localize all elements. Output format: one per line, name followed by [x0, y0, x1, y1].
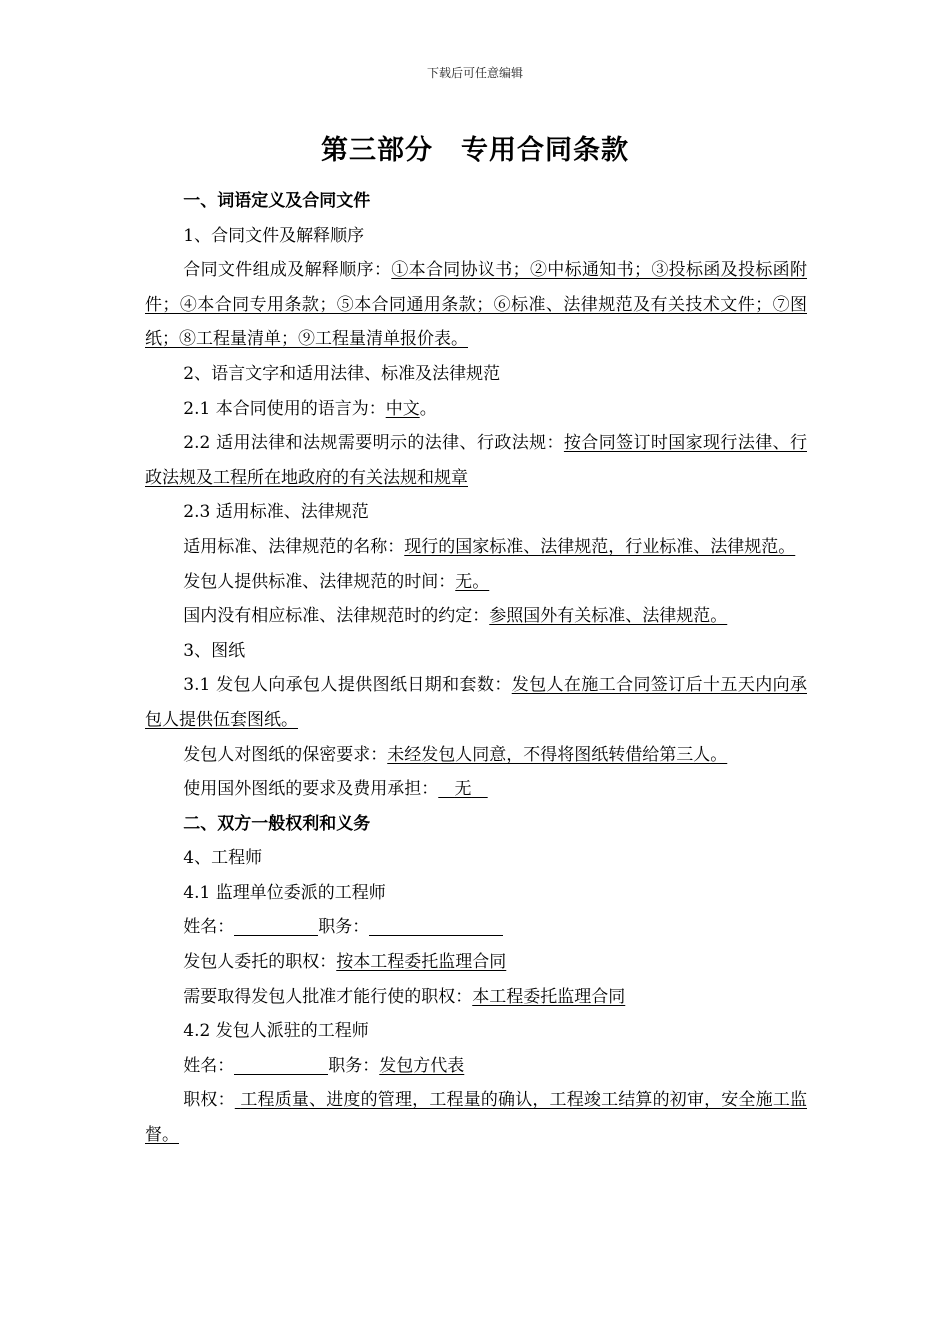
post2-value: 发包方代表: [379, 1055, 465, 1076]
document-body: [145, 184, 807, 1153]
std-value: 现行的国家标准、法律规范，行业标准、法律规范。: [404, 536, 796, 557]
clause-std-time: 发包人提供标准、法律规范的时间：无。: [183, 571, 490, 592]
clause-secret: 发包人对图纸的保密要求：未经发包人同意，不得将图纸转借给第三人。: [183, 744, 728, 765]
name-blank: [234, 918, 318, 936]
clause-foreign: 使用国外图纸的要求及费用承担： 无: [145, 772, 807, 807]
post-blank: [369, 918, 503, 936]
clause-std-name: 适用标准、法律规范的名称：现行的国家标准、法律规范，行业标准、法律规范。: [183, 536, 796, 557]
foreign-value: 无: [454, 779, 472, 800]
clause-4: 4、工程师: [183, 848, 263, 869]
clause-power: 职权： 工程质量、进度的管理，工程量的确认，工程竣工结算的初审，安全施工监督。: [145, 1090, 808, 1146]
clause-4-2: 4.2 发包人派驻的工程师: [183, 1021, 369, 1042]
clause-2-3: 2.3 适用标准、法律规范: [183, 502, 369, 523]
clause-auth: 发包人委托的职权：按本工程委托监理合同: [183, 952, 507, 973]
clause-order: 合同文件组成及解释顺序：①本合同协议书；②中标通知书；③投标函及投标函附件；④本合同专用条款；⑤本合同通用条款；⑥标准、法律规范及有关技术文件；⑦图纸；⑧工程量清单；⑨工程量清单报价表。: [145, 260, 808, 350]
auth-value: 按本工程委托监理合同: [336, 952, 507, 973]
order-value: ①本合同协议书；②中标通知书；③投标函及投标函附件；④本合同专用条款；⑤本合同通用条款；⑥标准、法律规范及有关技术文件；⑦图纸；⑧工程量清单；⑨工程量清单报价表。: [145, 260, 808, 350]
clause-2-1: 2.1 本合同使用的语言为：中文。: [183, 398, 437, 419]
clause-4-1: 4.1 监理单位委派的工程师: [183, 882, 386, 903]
name2-blank: [234, 1057, 328, 1075]
clause-2-2: 2.2 适用法律和法规需要明示的法律、行政法规：按合同签订时国家现行法律、行政法规及工程所在地政府的有关法规和规章: [145, 433, 807, 488]
time-value: 无。: [455, 571, 490, 592]
none-value: 参照国外有关标准、法律规范。: [489, 606, 728, 627]
language-value: 中文: [385, 398, 420, 419]
power-value: 工程质量、进度的管理，工程量的确认，工程竣工结算的初审，安全施工监督。: [145, 1090, 808, 1146]
page-header: 下载后可任意编辑: [426, 66, 523, 80]
drawings-value: 发包人在施工合同签订后十五天内向承包人提供伍套图纸。: [145, 675, 807, 730]
clause-name-post-2: 姓名： 职务：发包方代表: [183, 1055, 465, 1076]
clause-3-1: 3.1 发包人向承包人提供图纸日期和套数：发包人在施工合同签订后十五天内向承包人提供伍套图纸。: [145, 675, 807, 730]
title-part: 第三部分: [321, 135, 433, 166]
section-heading-1: 一、词语定义及合同文件: [183, 191, 371, 211]
clause-3: 3、图纸: [183, 640, 246, 661]
clause-name-post: 姓名： 职务：: [145, 910, 807, 945]
clause-approve: 需要取得发包人批准才能行使的职权：本工程委托监理合同: [183, 986, 626, 1007]
title-name: 专用合同条款: [461, 135, 629, 166]
section-heading-2: 二、双方一般权利和义务: [183, 813, 371, 834]
clause-std-none: 国内没有相应标准、法律规范时的约定：参照国外有关标准、法律规范。: [183, 606, 728, 627]
law-value: 按合同签订时国家现行法律、行政法规及工程所在地政府的有关法规和规章: [145, 433, 807, 488]
clause-2: 2、语言文字和适用法律、标准及法律规范: [183, 363, 501, 384]
approve-value: 本工程委托监理合同: [472, 986, 626, 1007]
page-title: [0, 128, 950, 167]
secret-value: 未经发包人同意，不得将图纸转借给第三人。: [387, 744, 728, 765]
clause-1: 1、合同文件及解释顺序: [183, 225, 365, 246]
